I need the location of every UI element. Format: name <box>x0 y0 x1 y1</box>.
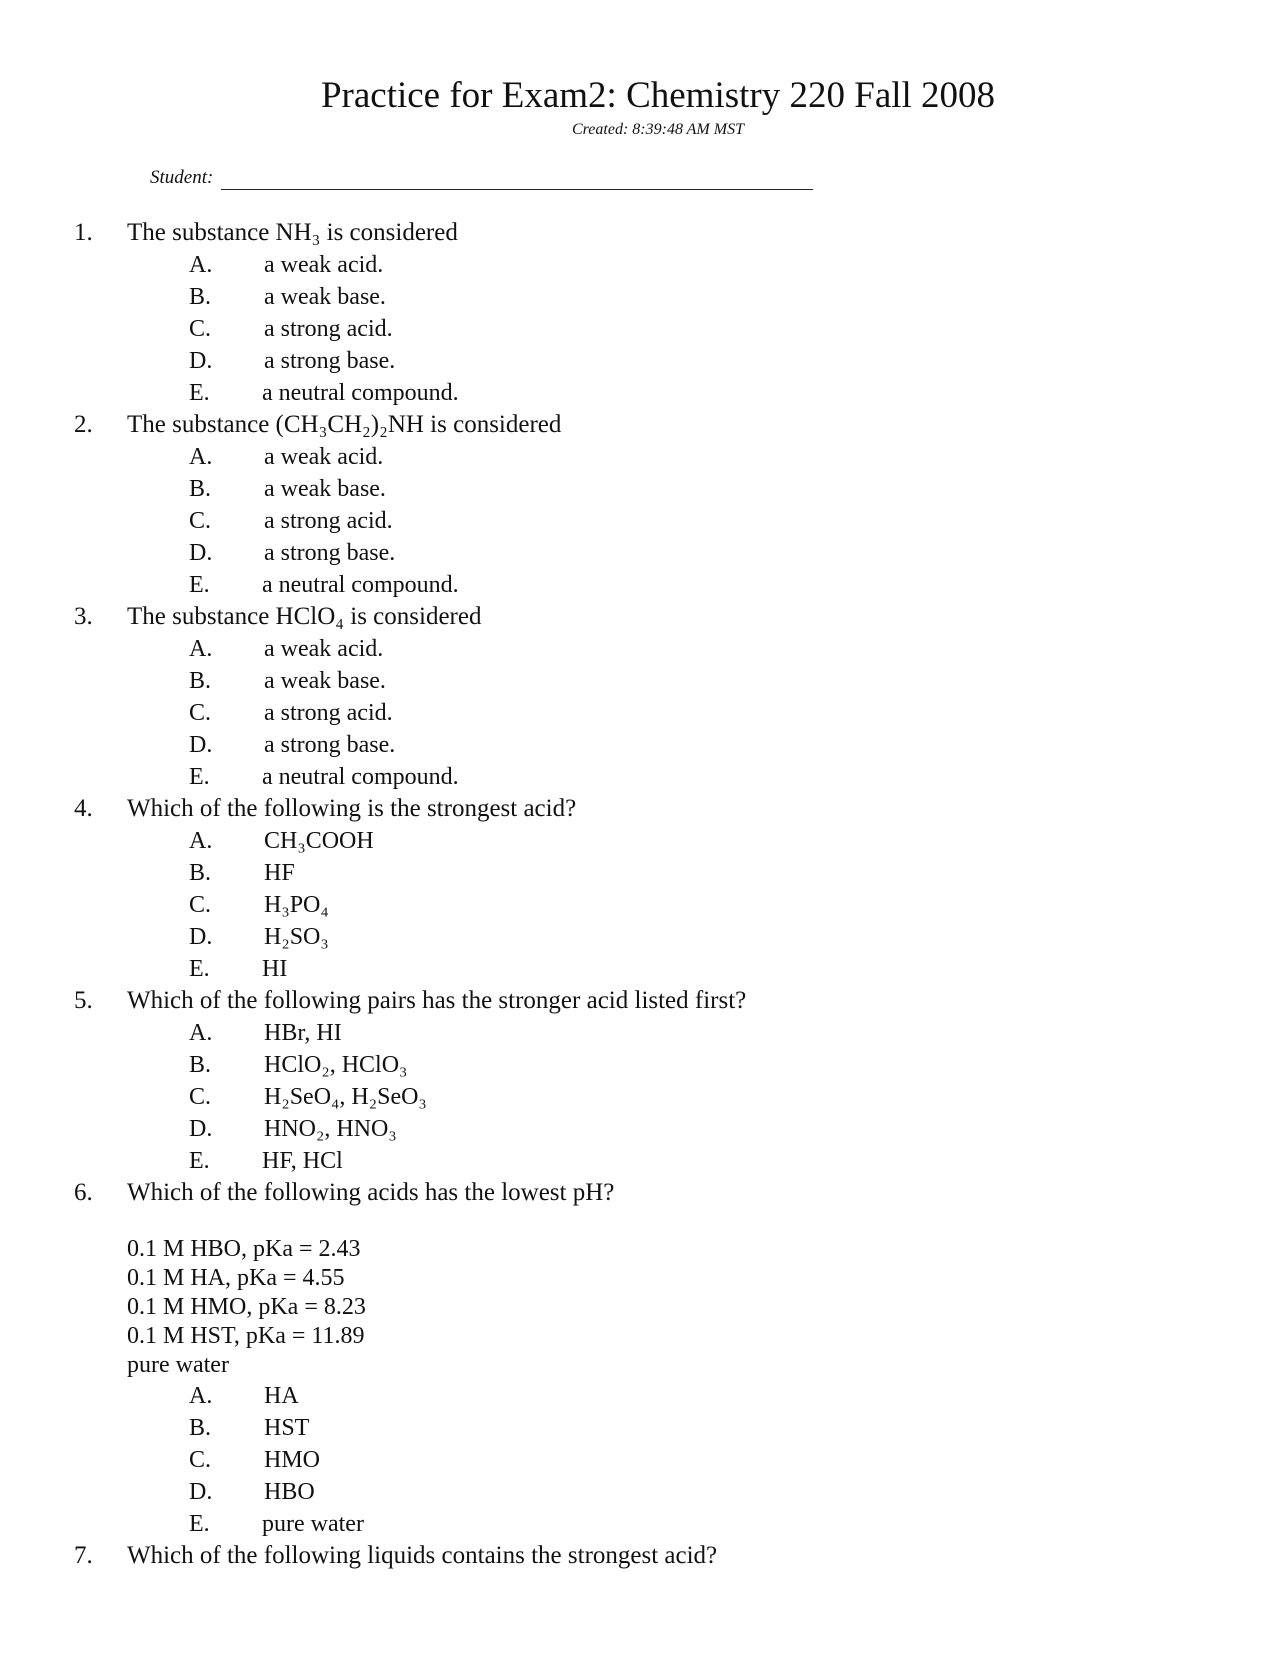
question-number: 2. <box>74 411 93 438</box>
question-text: The substance NH₃ is considered <box>127 219 458 246</box>
option-text: a neutral compound. <box>262 764 459 790</box>
answer-option[interactable] <box>0 857 1280 889</box>
option-letter: E. <box>189 1511 210 1537</box>
acid-listing-text: 0.1 M HMO, pKa = 8.23 <box>127 1294 366 1320</box>
option-letter: C. <box>189 316 212 342</box>
option-letter: B. <box>189 1052 212 1078</box>
acid-listing <box>0 1293 1280 1322</box>
option-letter: A. <box>189 1383 213 1409</box>
option-letter: D. <box>189 540 213 566</box>
option-text: HNO₂, HNO₃ <box>264 1116 397 1142</box>
answer-option[interactable] <box>0 1145 1280 1177</box>
answer-option[interactable] <box>0 345 1280 377</box>
question-number: 5. <box>74 987 93 1014</box>
option-letter: C. <box>189 1084 212 1110</box>
option-letter: D. <box>189 924 213 950</box>
option-text: a weak base. <box>264 284 386 310</box>
option-text: HF, HCl <box>262 1148 343 1174</box>
option-text: HI <box>262 956 288 982</box>
option-letter: D. <box>189 1116 213 1142</box>
answer-option[interactable] <box>0 1380 1280 1412</box>
option-letter: D. <box>189 732 213 758</box>
option-letter: E. <box>189 956 210 982</box>
option-letter: E. <box>189 572 210 598</box>
option-text: a neutral compound. <box>262 380 459 406</box>
answer-option[interactable] <box>0 697 1280 729</box>
option-text: a strong base. <box>264 732 396 758</box>
answer-option[interactable] <box>0 249 1280 281</box>
question-1 <box>0 217 1280 409</box>
answer-option[interactable] <box>0 473 1280 505</box>
created-timestamp: Created: 8:39:48 AM MST <box>572 121 744 138</box>
question-text: Which of the following acids has the lowest pH? <box>127 1179 615 1206</box>
question-number: 3. <box>74 603 93 630</box>
question-5 <box>0 985 1280 1177</box>
option-letter: C. <box>189 1447 212 1473</box>
answer-option[interactable] <box>0 825 1280 857</box>
option-text: a weak acid. <box>264 636 384 662</box>
answer-option[interactable] <box>0 505 1280 537</box>
acid-listing <box>0 1264 1280 1293</box>
option-text: a weak acid. <box>264 444 384 470</box>
option-text: a strong base. <box>264 348 396 374</box>
acid-listing-text: 0.1 M HA, pKa = 4.55 <box>127 1265 345 1291</box>
option-letter: D. <box>189 1479 213 1505</box>
option-letter: B. <box>189 284 212 310</box>
option-text: H₃PO₄ <box>264 892 329 918</box>
option-text: a strong acid. <box>264 508 393 534</box>
answer-option[interactable] <box>0 1017 1280 1049</box>
answer-option[interactable] <box>0 537 1280 569</box>
option-letter: C. <box>189 508 212 534</box>
answer-option[interactable] <box>0 377 1280 409</box>
question-4 <box>0 793 1280 985</box>
option-text: HBr, HI <box>264 1020 342 1046</box>
option-text: pure water <box>262 1511 364 1537</box>
question-number: 4. <box>74 795 93 822</box>
option-text: a strong acid. <box>264 316 393 342</box>
answer-option[interactable] <box>0 921 1280 953</box>
option-text: HBO <box>264 1479 315 1505</box>
question-2 <box>0 409 1280 601</box>
answer-option[interactable] <box>0 665 1280 697</box>
option-text: HMO <box>264 1447 321 1473</box>
student-label: Student: <box>150 167 214 188</box>
answer-option[interactable] <box>0 729 1280 761</box>
option-letter: B. <box>189 1415 212 1441</box>
question-6 <box>0 1177 1280 1540</box>
question-text: Which of the following liquids contains the strongest acid? <box>127 1542 718 1569</box>
option-text: HF <box>264 860 295 886</box>
question-text: Which of the following pairs has the stronger acid listed first? <box>127 987 747 1014</box>
answer-option[interactable] <box>0 1412 1280 1444</box>
option-text: a weak base. <box>264 668 386 694</box>
option-letter: C. <box>189 892 212 918</box>
answer-option[interactable] <box>0 1049 1280 1081</box>
option-letter: A. <box>189 252 213 278</box>
answer-option[interactable] <box>0 313 1280 345</box>
option-letter: C. <box>189 700 212 726</box>
answer-option[interactable] <box>0 1113 1280 1145</box>
answer-option[interactable] <box>0 1081 1280 1113</box>
option-letter: B. <box>189 668 212 694</box>
answer-option[interactable] <box>0 569 1280 601</box>
option-text: a neutral compound. <box>262 572 459 598</box>
option-letter: B. <box>189 860 212 886</box>
option-text: a weak acid. <box>264 252 384 278</box>
option-letter: A. <box>189 1020 213 1046</box>
option-text: CH₃COOH <box>264 828 374 854</box>
answer-option[interactable] <box>0 281 1280 313</box>
page-title: Practice for Exam2: Chemistry 220 Fall 2008 <box>320 75 996 116</box>
answer-option[interactable] <box>0 1476 1280 1508</box>
option-text: H₂SO₃ <box>264 924 329 950</box>
option-letter: E. <box>189 380 210 406</box>
option-text: H₂SeO₄, H₂SeO₃ <box>264 1084 427 1110</box>
option-letter: E. <box>189 764 210 790</box>
question-7 <box>0 1540 1280 1572</box>
option-letter: A. <box>189 636 213 662</box>
answer-option[interactable] <box>0 889 1280 921</box>
acid-listing <box>0 1322 1280 1351</box>
option-letter: D. <box>189 348 213 374</box>
student-field <box>150 166 813 190</box>
acid-listing <box>0 1351 1280 1380</box>
answer-option[interactable] <box>0 761 1280 793</box>
question-text: The substance HClO₄ is considered <box>127 603 482 630</box>
option-text: HST <box>264 1415 310 1441</box>
option-letter: A. <box>189 828 213 854</box>
question-3 <box>0 601 1280 793</box>
question-number: 6. <box>74 1179 93 1206</box>
answer-option[interactable] <box>0 1508 1280 1540</box>
option-text: a strong acid. <box>264 700 393 726</box>
acid-listing-text: pure water <box>127 1352 229 1378</box>
answer-option[interactable] <box>0 953 1280 985</box>
student-name-line[interactable] <box>221 169 813 190</box>
question-text: Which of the following is the strongest acid? <box>127 795 577 822</box>
answer-option[interactable] <box>0 633 1280 665</box>
question-number: 7. <box>74 1542 93 1569</box>
answer-option[interactable] <box>0 441 1280 473</box>
question-number: 1. <box>74 219 93 246</box>
option-text: a strong base. <box>264 540 396 566</box>
option-text: a weak base. <box>264 476 386 502</box>
option-text: HA <box>264 1383 299 1409</box>
question-list <box>0 217 1280 1572</box>
option-letter: A. <box>189 444 213 470</box>
answer-option[interactable] <box>0 1444 1280 1476</box>
acid-listing-text: 0.1 M HST, pKa = 11.89 <box>127 1323 365 1349</box>
option-letter: E. <box>189 1148 210 1174</box>
question-text: The substance (CH₃CH₂)₂NH is considered <box>127 411 562 438</box>
option-text: HClO₂, HClO₃ <box>264 1052 408 1078</box>
option-letter: B. <box>189 476 212 502</box>
acid-listing-text: 0.1 M HBO, pKa = 2.43 <box>127 1236 361 1262</box>
acid-listing <box>0 1235 1280 1264</box>
